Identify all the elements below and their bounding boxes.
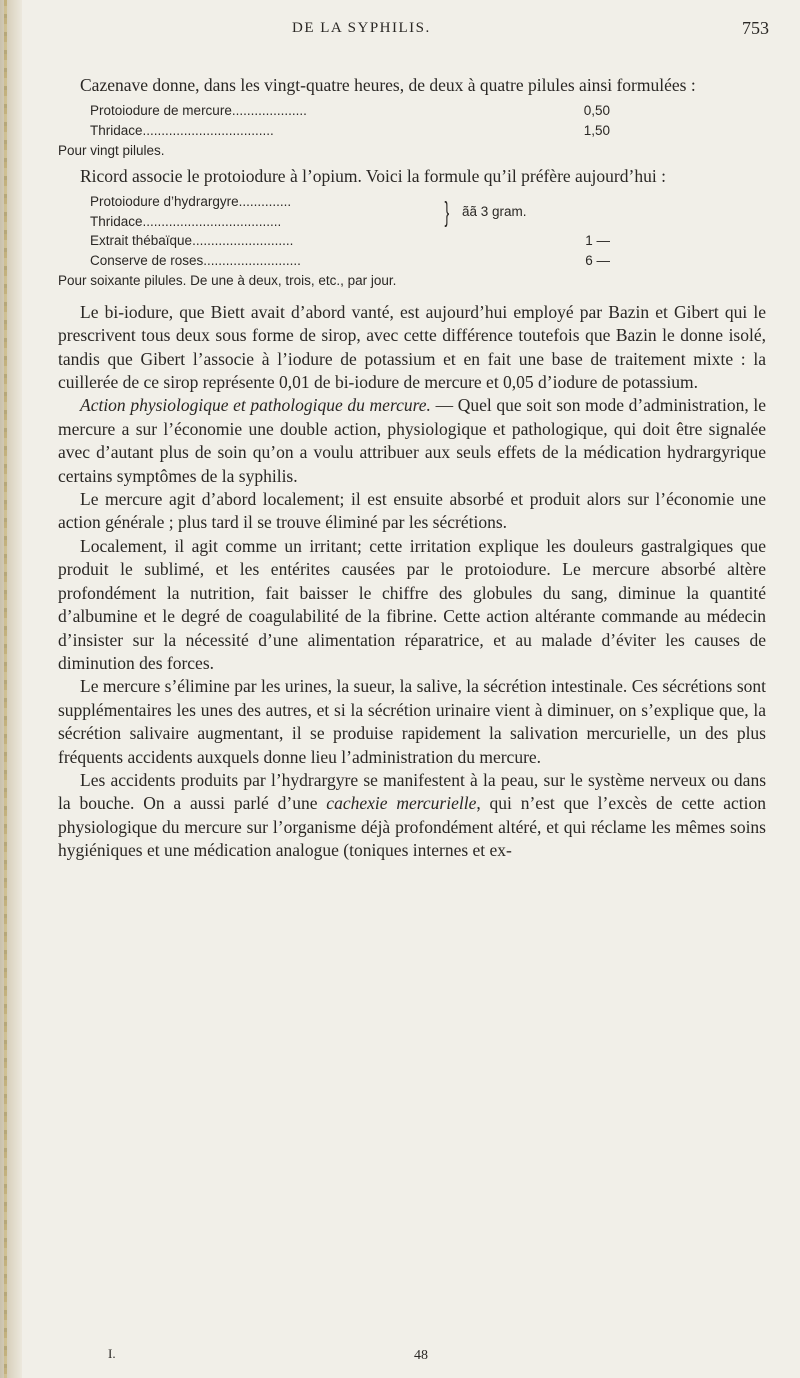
formula-note: Pour soixante pilules. De une à deux, trois, etc., par jour.: [58, 273, 397, 289]
ingredient-name: Thridace.....................................: [90, 213, 282, 229]
formula-row: [90, 231, 610, 251]
paragraph-cazenave: Cazenave donne, dans les vingt-quatre heures, de deux à quatre pilules ainsi formulées :: [80, 75, 696, 95]
running-head: DE LA SYPHILIS.: [292, 20, 431, 36]
formula-row: [90, 251, 610, 271]
paragraph-accidents: Les accidents produits par l’hydrargyre se manifestent à la peau, sur le système nerveux ou dans la bouche. On a aussi parlé d’une cachexie mercurielle, qui n’est que l’excès de cette action physiologique du mercure sur l’organisme déjà profondément altéré, et qui réclame les mêmes soins hygiéniques et une médication analogue (toniques internes et ex-: [58, 769, 766, 861]
paragraph-action: [58, 394, 766, 488]
emphasis-term: cachexie mercurielle: [326, 793, 477, 814]
formula-ricord: [58, 192, 610, 291]
paragraph-text: — Quel que soit son mode d’administration, le mercure a sur l’économie une double action, physiologique et pathologique, qui doit être signalée avec d’autant plus de soin qu’on a voulu attribuer aux seuls effets de la médication hydrargyrique certains symptômes de la syphilis.: [58, 395, 766, 486]
signature-mark: I.: [108, 1346, 116, 1361]
page-header: [50, 14, 775, 44]
brace-icon: }: [444, 195, 450, 227]
formula-row: [90, 101, 610, 121]
paragraph-elimination: Le mercure s’élimine par les urines, la sueur, la salive, la sécrétion intestinale. Ces sécrétions sont supplémentaires les unes des autres, et si la sécrétion urinaire vient à diminuer, on s’explique que, la sécrétion salivaire augmentant, il se produise rapidement la salivation mercurielle, un des plus fréquents accidents auxquels donne lieu l’administration du mercure.: [58, 676, 766, 767]
ingredient-name: Protoiodure d’hydrargyre..............: [90, 194, 292, 210]
section-title: Action physiologique et pathologique du mercure.: [80, 395, 431, 416]
formula-brace-group: [90, 192, 610, 231]
paragraph-bi-iodure: Le bi-iodure, que Biett avait d’abord vanté, est aujourd’hui employé par Bazin et Gibert qui le prescrivent tous deux sous forme de sirop, avec cette différence toutefois que Bazin le donne isolé, tandis que Gibert l’associe à l’iodure de potassium et en fait une base de traitement mixte : la cuillerée de ce sirop représente 0,01 de bi-iodure de mercure et 0,05 d’iodure de potassium.: [58, 301, 766, 393]
paragraph-absorption: Le mercure agit d’abord localement; il est ensuite absorbé et produit alors sur l’économie une action générale ; plus tard il se trouve éliminé par les sécrétions.: [58, 489, 766, 533]
formula-cazenave: [58, 101, 610, 161]
paragraph-local-action: Localement, il agit comme un irritant; cette irritation explique les douleurs gastralgiques que produit le sublimé, et les entérites causées par le protoiodure. Le mercure absorbé altère profondément la nutrition, fait baisser le chiffre des globules du sang, diminue la quantité d’albumine et le degré de coagulabilité de la fibrine. Cette action altérante commande au médecin d’insister sur la nécessité d’une alimentation réparatrice, et au malade d’éviter les causes de diminution des forces.: [58, 535, 766, 673]
paragraph-ricord: Ricord associe le protoiodure à l’opium. Voici la formule qu’il préfère aujourd’hui :: [80, 165, 666, 186]
sheet-number: 48: [414, 1348, 428, 1363]
ingredient-dose: 6 —: [585, 252, 610, 268]
ingredient-name: Thridace...................................: [90, 122, 274, 138]
ingredient-dose: 0,50: [583, 103, 610, 119]
page-body: [58, 74, 766, 863]
formula-row: [90, 121, 610, 141]
ingredient-name: Protoiodure de mercure....................: [90, 103, 307, 119]
page-number: 753: [742, 18, 769, 38]
ingredient-dose: 1,50: [583, 122, 610, 138]
ingredient-name: Extrait thébaïque...........................: [90, 233, 294, 249]
ingredient-dose: 1 —: [585, 233, 610, 249]
ingredient-name: Conserve de roses..........................: [90, 252, 301, 268]
formula-note: Pour vingt pilules.: [58, 143, 165, 159]
page-binding-edge: [0, 0, 22, 1378]
ingredient-dose: ãã 3 gram.: [462, 204, 527, 220]
book-page: [50, 0, 775, 1378]
